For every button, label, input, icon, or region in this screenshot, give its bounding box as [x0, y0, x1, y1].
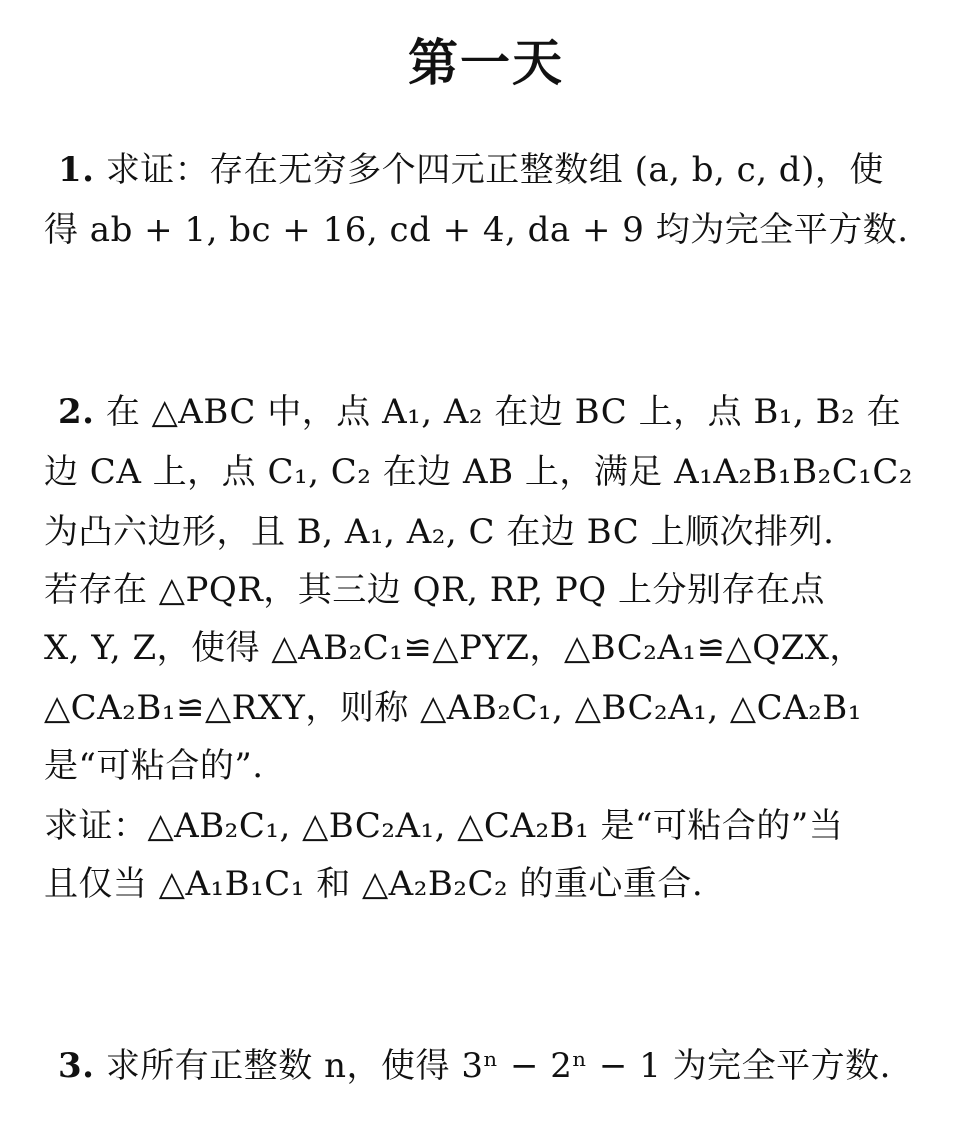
problem-1-line-2: 得 ab + 1, bc + 16, cd + 4, da + 9 均为完全平方数.	[44, 210, 909, 250]
problem-2-line-6: △CA₂B₁≌△RXY，则称 △AB₂C₁, △BC₂A₁, △CA₂B₁	[44, 688, 862, 728]
problem-2-text-1: 在 △ABC 中，点 A₁, A₂ 在边 BC 上，点 B₁, B₂ 在	[105, 392, 902, 432]
problem-2-line-3: 为凸六边形，且 B, A₁, A₂, C 在边 BC 上顺次排列.	[44, 512, 835, 552]
problem-1-text-1: 求证：存在无穷多个四元正整数组 (a, b, c, d)，使	[105, 150, 884, 190]
problem-2-number: 2.	[58, 392, 95, 432]
problem-1-number: 1.	[58, 150, 95, 190]
problem-2-line-4: 若存在 △PQR，其三边 QR, RP, PQ 上分别存在点	[44, 570, 825, 610]
problem-1-line-1	[58, 148, 884, 192]
problem-3-line-1	[58, 1044, 891, 1088]
problem-2-line-8: 求证：△AB₂C₁, △BC₂A₁, △CA₂B₁ 是“可粘合的”当	[44, 806, 844, 846]
problem-2-line-9: 且仅当 △A₁B₁C₁ 和 △A₂B₂C₂ 的重心重合.	[44, 864, 704, 904]
problem-2-line-5: X, Y, Z，使得 △AB₂C₁≌△PYZ，△BC₂A₁≌△QZX，	[44, 628, 864, 668]
problem-2-line-7: 是“可粘合的”.	[44, 746, 264, 786]
problem-3-text-1: 求所有正整数 n，使得 3ⁿ − 2ⁿ − 1 为完全平方数.	[105, 1046, 891, 1086]
page-title: 第一天	[408, 34, 564, 92]
problem-2-line-1	[58, 390, 901, 434]
problem-2-line-2: 边 CA 上，点 C₁, C₂ 在边 AB 上，满足 A₁A₂B₁B₂C₁C₂	[44, 452, 914, 492]
problem-3-number: 3.	[58, 1046, 95, 1086]
